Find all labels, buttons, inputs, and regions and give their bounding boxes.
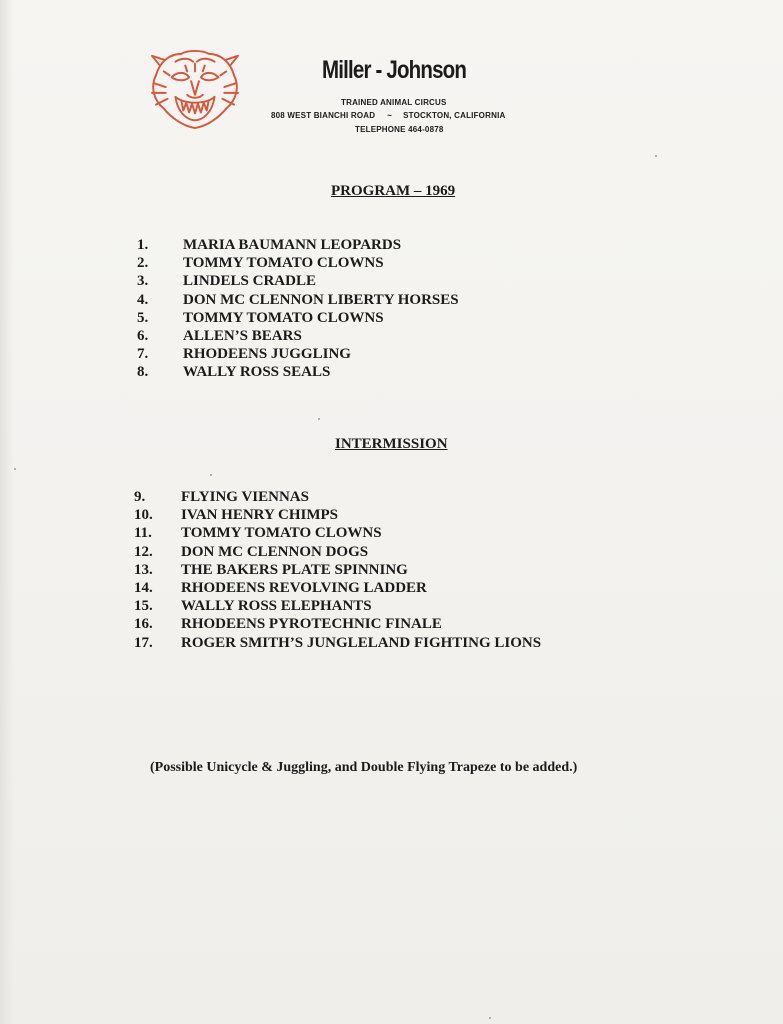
- list-item: [137, 309, 459, 327]
- act-name: DON MC CLENNON DOGS: [181, 543, 369, 560]
- act-name: FLYING VIENNAS: [181, 489, 309, 505]
- program-title: PROGRAM – 1969: [331, 183, 456, 199]
- company-address: [271, 111, 505, 120]
- act-name: LINDELS CRADLE: [183, 273, 316, 290]
- act-number: 10.: [134, 507, 153, 524]
- paper-speck: [655, 155, 657, 157]
- act-number: 15.: [134, 598, 153, 615]
- act-name: WALLY ROSS SEALS: [183, 364, 331, 381]
- act-name: TOMMY TOMATO CLOWNS: [183, 309, 384, 326]
- list-item: [137, 363, 459, 381]
- program-footnote: (Possible Unicycle & Juggling, and Double Flying Trapeze to be added.): [150, 760, 578, 775]
- act-number: 9.: [134, 489, 146, 505]
- act-name: DON MC CLENNON LIBERTY HORSES: [183, 291, 459, 308]
- act-number: 2.: [137, 255, 149, 272]
- act-number: 17.: [134, 634, 153, 651]
- act-number: 12.: [134, 543, 153, 560]
- paper-speck: [318, 418, 320, 420]
- address-street: 808 WEST BIANCHI ROAD: [271, 111, 376, 120]
- list-item: [137, 236, 459, 254]
- list-item: [134, 634, 541, 652]
- act-number: 11.: [134, 525, 152, 542]
- intermission-heading: INTERMISSION: [335, 436, 448, 452]
- list-item: [134, 579, 541, 597]
- act-name: THE BAKERS PLATE SPINNING: [181, 561, 408, 578]
- list-item: [134, 543, 541, 561]
- company-name: Miller - Johnson: [322, 56, 467, 84]
- paper-speck: [210, 474, 212, 476]
- list-item: [137, 291, 459, 309]
- paper-speck: [489, 1017, 491, 1019]
- act-number: 5.: [137, 309, 149, 326]
- paper-speck: [14, 468, 16, 470]
- act-name: IVAN HENRY CHIMPS: [181, 507, 338, 524]
- first-half-act-list: [137, 236, 459, 382]
- act-number: 13.: [134, 561, 153, 578]
- list-item: [134, 615, 541, 633]
- list-item: [134, 524, 541, 542]
- tiger-head-icon: [146, 48, 244, 130]
- act-name: WALLY ROSS ELEPHANTS: [181, 598, 372, 615]
- act-name: ROGER SMITH’S JUNGLELAND FIGHTING LIONS: [181, 634, 542, 651]
- act-name: TOMMY TOMATO CLOWNS: [183, 255, 384, 272]
- list-item: [134, 561, 541, 579]
- act-number: 14.: [134, 579, 153, 596]
- act-number: 3.: [137, 273, 149, 290]
- act-name: RHODEENS PYROTECHNIC FINALE: [181, 616, 442, 633]
- list-item: [134, 597, 541, 615]
- list-item: [137, 327, 459, 345]
- act-name: TOMMY TOMATO CLOWNS: [181, 525, 382, 542]
- list-item: [134, 488, 541, 506]
- act-number: 6.: [137, 327, 149, 344]
- address-city: STOCKTON, CALIFORNIA: [403, 111, 506, 120]
- company-telephone: TELEPHONE 464-0878: [355, 125, 444, 134]
- act-name: MARIA BAUMANN LEOPARDS: [183, 237, 402, 253]
- second-half-act-list: [134, 488, 541, 652]
- act-number: 4.: [137, 291, 149, 308]
- act-name: RHODEENS REVOLVING LADDER: [181, 579, 427, 596]
- list-item: [134, 506, 541, 524]
- act-number: 1.: [137, 237, 149, 253]
- act-number: 16.: [134, 616, 153, 633]
- list-item: [137, 254, 459, 272]
- act-name: RHODEENS JUGGLING: [183, 346, 351, 363]
- act-number: 8.: [137, 364, 149, 381]
- address-separator: ~: [387, 111, 393, 120]
- act-number: 7.: [137, 346, 149, 363]
- list-item: [137, 272, 459, 290]
- company-tagline: TRAINED ANIMAL CIRCUS: [341, 98, 447, 107]
- act-name: ALLEN’S BEARS: [183, 327, 302, 344]
- list-item: [137, 345, 459, 363]
